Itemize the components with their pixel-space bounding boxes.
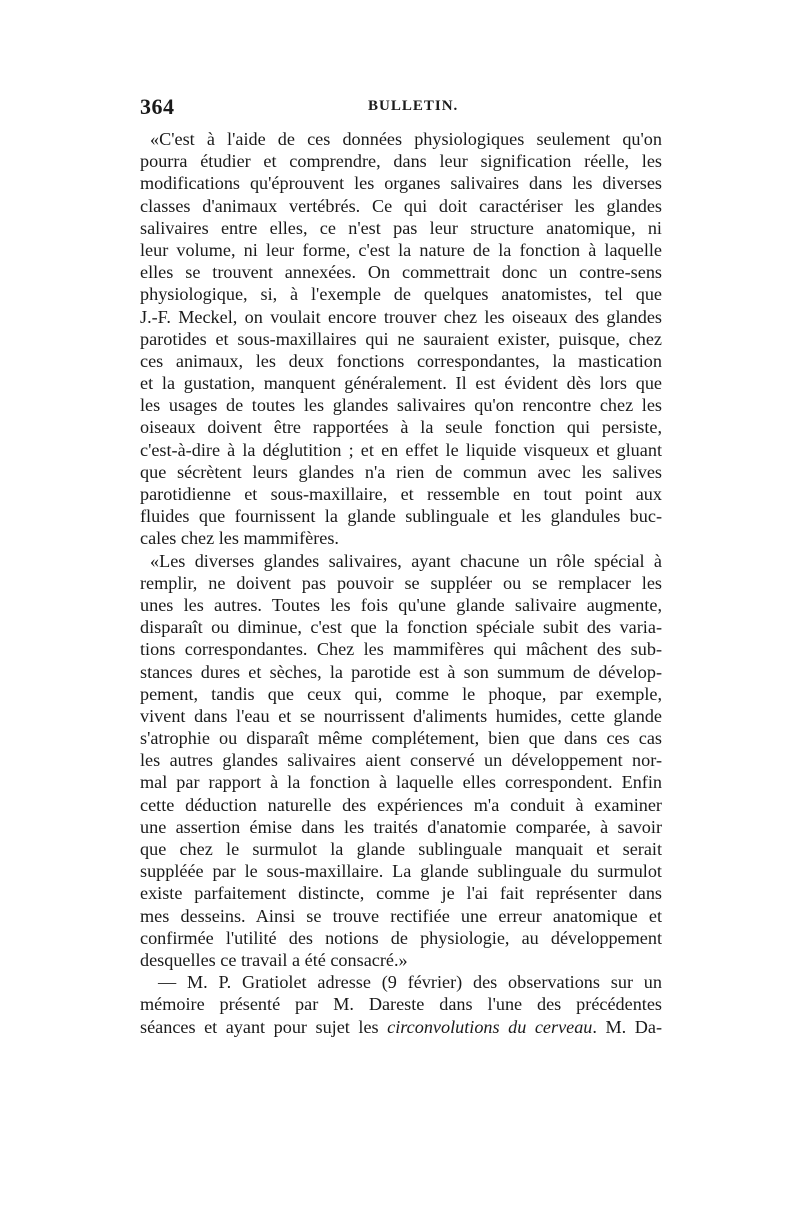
text-line: une assertion émise dans les traités d'anatomie comparée, à savoir — [140, 816, 662, 837]
text-line: et la gustation, manquent généralement. Il est évident dès lors que — [140, 373, 662, 394]
text-line: «C'est à l'aide de ces données physiologiques seulement qu'on — [150, 129, 662, 149]
text-line: vivent dans l'eau et se nourrissent d'aliments humides, cette glande — [140, 705, 662, 726]
text-line: oiseaux doivent être rapportées à la seule fonction qui persiste, — [140, 417, 662, 438]
text-line: suppléée par le sous-maxillaire. La glande sublinguale du surmulot — [140, 861, 662, 882]
text-line: desquelles ce travail a été consacré.» — [140, 949, 408, 970]
text-line-final — [140, 1016, 662, 1038]
text-line: mémoire présenté par M. Dareste dans l'une des précédentes — [140, 994, 662, 1015]
text-line: pourra étudier et comprendre, dans leur signification réelle, les — [140, 151, 662, 172]
body-text — [140, 128, 662, 1038]
text-line: parotides et sous-maxillaires qui ne sauraient exister, puisque, chez — [140, 328, 662, 349]
text-line: existe parfaitement distincte, comme je l'ai fait représenter dans — [140, 883, 662, 904]
text-line: cales chez les mammifères. — [140, 528, 339, 549]
text-line: mal par rapport à la fonction à laquelle elles correspondent. Enfin — [140, 772, 662, 793]
text-line: ces animaux, les deux fonctions correspondantes, la mastication — [140, 350, 662, 371]
text-line: parotidienne et sous-maxillaire, et ressemble en tout point aux — [140, 484, 662, 504]
text-line: leur volume, ni leur forme, c'est la nature de la fonction à laquelle — [140, 239, 662, 260]
italic-term: circonvolutions du cerveau — [387, 1016, 593, 1037]
text-line: cette déduction naturelle des expériences m'a conduit à examiner — [140, 794, 662, 815]
page-number: 364 — [140, 94, 175, 119]
text-line: fluides que fournissent la glande sublinguale et les glandules buc- — [140, 506, 662, 527]
text-line: modifications qu'éprouvent les organes salivaires dans les diverses — [140, 173, 662, 194]
text-line: classes d'animaux vertébrés. Ce qui doit caractériser les glandes — [140, 195, 662, 216]
text-line: tions correspondantes. Chez les mammifères qui mâchent des sub- — [140, 639, 662, 660]
text-line: remplir, ne doivent pas pouvoir se suppléer ou se remplacer les — [140, 572, 662, 593]
running-title: BULLETIN. — [368, 98, 459, 114]
text-line: que sécrètent leurs glandes n'a rien de commun avec les salives — [140, 461, 662, 482]
text-line: s'atrophie ou disparaît même complétement, bien que dans ces cas — [140, 728, 662, 749]
text-segment: . M. Da- — [592, 1016, 662, 1037]
text-line: les autres glandes salivaires aient conservé un développement nor- — [140, 750, 662, 771]
text-line: mes desseins. Ainsi se trouve rectifiée une erreur anatomique et — [140, 905, 662, 926]
text-line: salivaires entre elles, ce n'est pas leur structure anatomique, ni — [140, 217, 662, 238]
text-line: elles se trouvent annexées. On commettrait donc un contre-sens — [140, 262, 662, 283]
text-line: physiologique, si, à l'exemple de quelques anatomistes, tel que — [140, 284, 662, 305]
text-line: que chez le surmulot la glande sublinguale manquait et serait — [140, 839, 662, 859]
text-line: unes les autres. Toutes les fois qu'une glande salivaire augmente, — [140, 594, 662, 615]
text-line: «Les diverses glandes salivaires, ayant chacune un rôle spécial à — [150, 550, 662, 571]
text-line: J.-F. Meckel, on voulait encore trouver chez les oiseaux des glandes — [140, 306, 662, 327]
page-header — [140, 94, 662, 124]
text-line: c'est-à-dire à la déglutition ; et en effet le liquide visqueux et gluant — [140, 439, 662, 460]
text-segment: séances et ayant pour sujet les — [140, 1016, 379, 1037]
text-line: les usages de toutes les glandes salivaires qu'on rencontre chez les — [140, 395, 662, 416]
text-line: — M. P. Gratiolet adresse (9 février) des observations sur un — [158, 972, 662, 993]
text-line: disparaît ou diminue, c'est que la fonction spéciale subit des varia- — [140, 617, 662, 638]
text-line: confirmée l'utilité des notions de physiologie, au développement — [140, 927, 662, 948]
text-line: stances dures et sèches, la parotide est à son summum de dévelop- — [140, 661, 662, 682]
text-line: pement, tandis que ceux qui, comme le phoque, par exemple, — [140, 683, 662, 704]
